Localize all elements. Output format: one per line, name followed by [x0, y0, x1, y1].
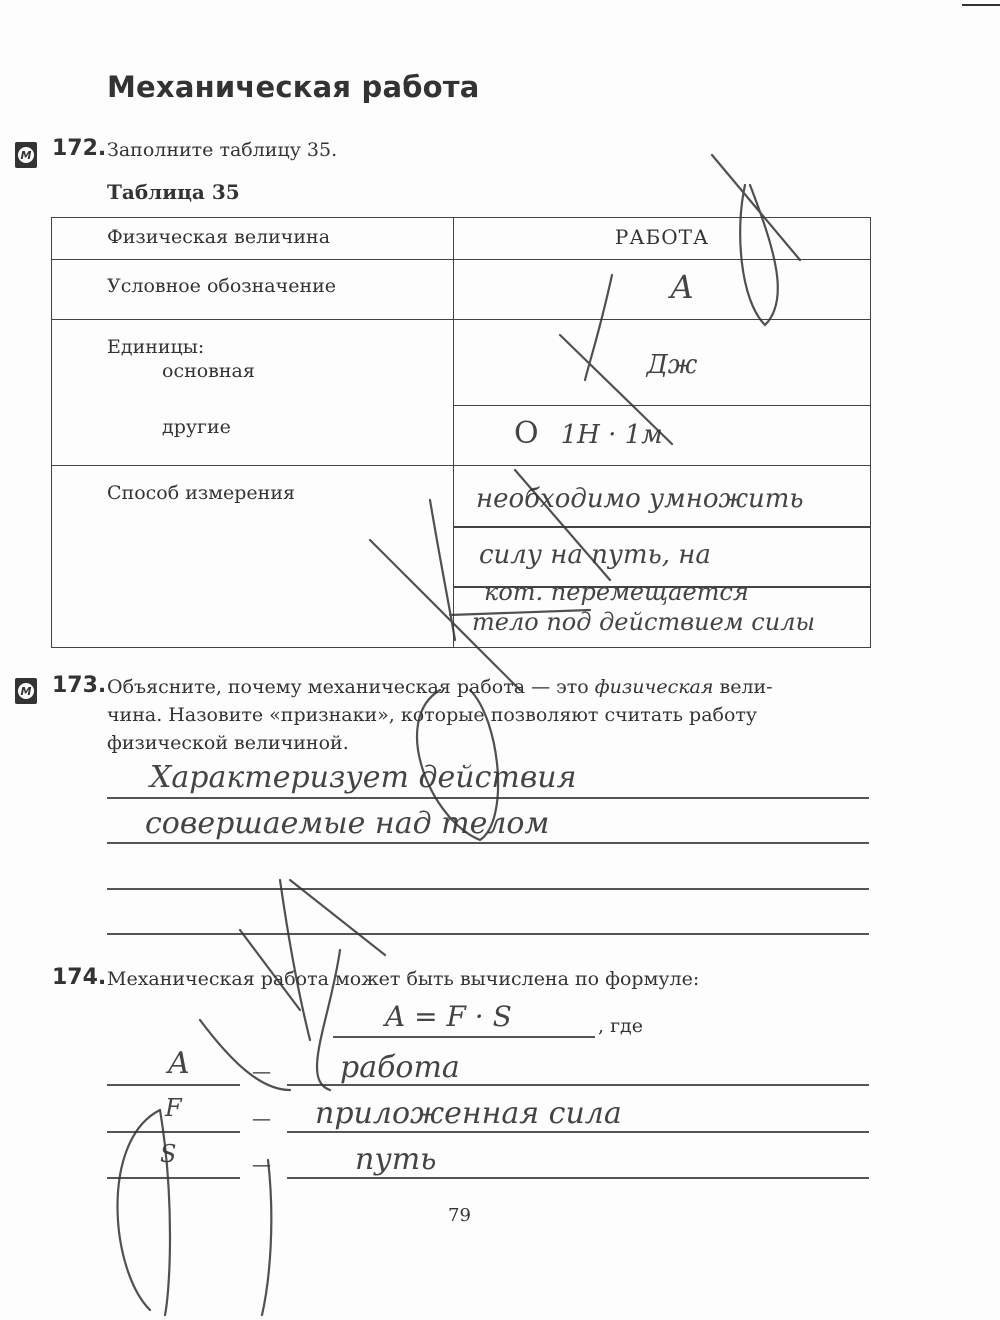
row-value-units-other: O 1Н · 1м [454, 406, 871, 466]
symbol-a: A [168, 1046, 190, 1081]
m-badge-icon: M [15, 678, 37, 704]
row-value-measure [454, 466, 871, 648]
meaning-f: приложенная сила [315, 1096, 622, 1131]
measure-line-1: необходимо умножить [476, 484, 804, 514]
meaning-line [287, 1131, 869, 1133]
task-172-text: Заполните таблицу 35. [107, 139, 338, 161]
meaning-s: путь [355, 1142, 437, 1177]
dash: — [252, 1108, 271, 1130]
measure-line-4: тело под действием силы [472, 608, 816, 636]
row-value-quantity: РАБОТА [454, 218, 871, 260]
units-label: Единицы: [107, 336, 205, 358]
row-label-measure: Способ измерения [52, 466, 454, 648]
table-35 [51, 217, 871, 648]
answer-line [107, 797, 869, 799]
table-caption: Таблица 35 [107, 180, 240, 204]
units-other-label: другие [162, 416, 231, 438]
measure-line-3: кот. перемещается [484, 578, 749, 606]
page-title: Механическая работа [107, 70, 480, 104]
where-label: , где [598, 1015, 643, 1037]
row-value-units-main: Дж [454, 320, 871, 406]
answer-text-2: совершаемые над телом [145, 806, 550, 841]
formula-text: A = F · S [385, 1000, 512, 1033]
row-label-units [52, 320, 454, 466]
answer-text-1: Характеризует действия [150, 760, 577, 795]
dash: — [252, 1061, 271, 1083]
page-number: 79 [448, 1205, 471, 1226]
symbol-f: F [165, 1094, 182, 1122]
row-label-symbol: Условное обозначение [52, 260, 454, 320]
symbol-s: S [160, 1140, 177, 1168]
m-badge-icon: M [15, 142, 37, 168]
corner-mark [962, 4, 1000, 6]
task-number-173: 173. [52, 673, 107, 698]
task-173-text: Объясните, почему механическая работа — это физическая вели- чина. Назовите «признаки», которые позволяют считать работу физической величиной. [107, 676, 773, 754]
meaning-a: работа [340, 1050, 460, 1085]
dash: — [252, 1154, 271, 1176]
row-value-symbol: A [454, 260, 871, 320]
symbol-line [107, 1131, 240, 1133]
symbol-line [107, 1177, 240, 1179]
formula-line [333, 1036, 595, 1038]
task-number-172: 172. [52, 136, 107, 161]
units-main-label: основная [162, 360, 255, 382]
task-174-text: Механическая работа может быть вычислена по формуле: [107, 968, 700, 990]
symbol-line [107, 1084, 240, 1086]
answer-line [107, 842, 869, 844]
row-label-quantity: Физическая величина [52, 218, 454, 260]
meaning-line [287, 1177, 869, 1179]
measure-line-2: силу на путь, на [479, 540, 711, 570]
task-number-174: 174. [52, 965, 107, 990]
answer-line [107, 888, 869, 890]
answer-line [107, 933, 869, 935]
